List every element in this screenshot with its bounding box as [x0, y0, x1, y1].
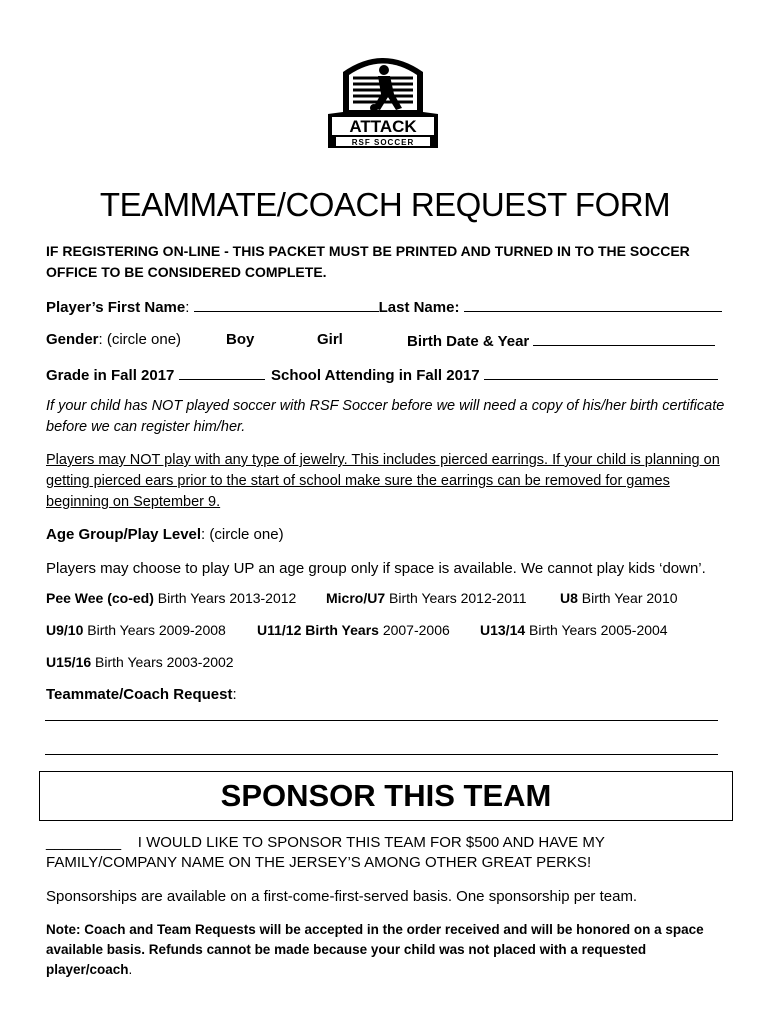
final-note: Note: Coach and Team Requests will be accepted in the order received and will be honored on a space available basis. Refunds cannot be made because your child was not placed with a requested player/coach. [46, 922, 704, 977]
request-label: Teammate/Coach Request [46, 686, 233, 703]
grade-row [46, 365, 265, 384]
birth-date-row [407, 331, 715, 350]
sponsor-blank[interactable]: _________ [46, 834, 122, 851]
name-row: Player’s First Name: Last Name: [46, 297, 722, 316]
age-group-option[interactable]: U8 Birth Year 2010 [560, 590, 678, 606]
sponsor-availability: Sponsorships are available on a first-come-first-served basis. One sponsorship per team. [46, 888, 638, 905]
request-line-1[interactable] [45, 720, 718, 721]
school-label: School Attending in Fall 2017 [271, 367, 480, 384]
grade-label: Grade in Fall 2017 [46, 367, 175, 384]
sponsor-line-1: _________ I WOULD LIKE TO SPONSOR THIS TEAM FOR $500 AND HAVE MY [46, 834, 605, 851]
request-line-2[interactable] [45, 754, 718, 755]
attack-rsf-soccer-logo [318, 50, 448, 162]
gender-label-row [46, 331, 181, 348]
gender-label: Gender [46, 331, 99, 348]
sponsor-title: SPONSOR THIS TEAM [220, 778, 552, 813]
gender-circle-note: : (circle one) [98, 331, 182, 348]
birth-certificate-note: If your child has NOT played soccer with RSF Soccer before we will need a copy of his/her birth certificate before we can register him/her. [46, 398, 725, 435]
first-name-field[interactable] [194, 297, 379, 312]
jewelry-policy: Players may NOT play with any type of jewelry. This includes pierced earrings. If your child is planning on getting pierced ears prior to the start of school make sure the earrings can be removed for games beginning on September 9. [46, 452, 720, 510]
first-name-label: Player’s First Name [46, 299, 186, 316]
age-group-option[interactable]: U13/14 Birth Years 2005-2004 [480, 622, 668, 638]
logo-subtitle: RSF SOCCER [351, 138, 415, 147]
grade-field[interactable] [179, 365, 265, 380]
birth-date-label: Birth Date & Year [407, 333, 530, 350]
age-group-label: Age Group/Play Level [46, 526, 202, 543]
age-group-heading [46, 526, 284, 543]
age-group-option[interactable]: U15/16 Birth Years 2003-2002 [46, 654, 234, 670]
sponsor-line-2: FAMILY/COMPANY NAME ON THE JERSEY’S AMONG OTHER GREAT PERKS! [46, 854, 592, 871]
gender-option-girl[interactable]: Girl [317, 331, 343, 348]
request-heading: Teammate/Coach Request: [46, 686, 237, 703]
age-group-suffix: : (circle one) [201, 526, 284, 543]
school-row [271, 365, 718, 384]
last-name-field[interactable] [464, 297, 722, 312]
age-group-option[interactable]: Pee Wee (co-ed) Birth Years 2013-2012 [46, 590, 297, 606]
play-up-note: Players may choose to play UP an age group only if space is available. We cannot play kids ‘down’. [46, 560, 706, 577]
age-group-option[interactable]: U11/12 Birth Years 2007-2006 [257, 622, 450, 638]
online-notice: IF REGISTERING ON-LINE - THIS PACKET MUST BE PRINTED AND TURNED IN TO THE SOCCER OFFICE TO BE CONSIDERED COMPLETE. [46, 243, 690, 280]
gender-option-boy[interactable]: Boy [226, 331, 255, 348]
age-group-option[interactable]: Micro/U7 Birth Years 2012-2011 [326, 590, 527, 606]
school-field[interactable] [484, 365, 718, 380]
sponsor-banner [39, 771, 733, 821]
age-group-option[interactable]: U9/10 Birth Years 2009-2008 [46, 622, 226, 638]
birth-date-field[interactable] [533, 331, 715, 346]
last-name-label: Last Name: [378, 299, 460, 316]
logo-word: ATTACK [349, 117, 417, 136]
form-title: TEAMMATE/COACH REQUEST FORM [99, 186, 671, 223]
